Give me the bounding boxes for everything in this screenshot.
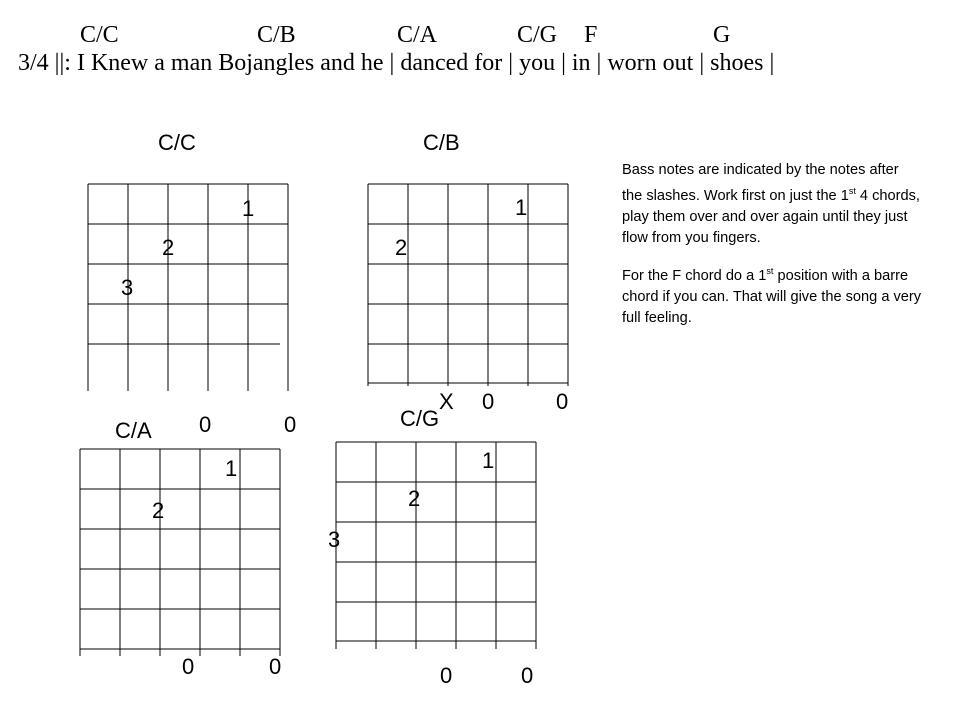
diagram-label-cg: C/G	[400, 406, 440, 431]
finger-number: 1	[242, 196, 255, 221]
finger-number: 1	[225, 456, 238, 481]
chord-name: F	[584, 22, 598, 48]
open-string-marker: 0	[440, 663, 453, 688]
finger-number: 1	[515, 195, 528, 220]
finger-number: 2	[152, 498, 165, 523]
open-string-marker: 0	[556, 389, 569, 414]
instruction-note	[622, 160, 922, 341]
chord-name: C/C	[80, 22, 119, 48]
superscript: st	[766, 265, 774, 276]
muted-string-marker: X	[439, 389, 454, 414]
diagram-label-cc: C/C	[158, 130, 196, 155]
open-string-marker: 0	[521, 663, 534, 688]
note-paragraph	[622, 261, 922, 329]
fretboard-cb	[366, 183, 571, 388]
finger-number: 3	[121, 275, 134, 300]
note-text: For the F chord do a 1	[622, 267, 767, 284]
finger-number: 1	[482, 448, 495, 473]
chord-name: C/G	[517, 22, 558, 48]
open-string-marker: 0	[482, 389, 495, 414]
lyric-line: 3/4 ||: I Knew a man Bojangles and he | danced for | you | in | worn out | shoes |	[18, 50, 775, 76]
diagram-label-cb: C/B	[423, 130, 460, 155]
open-string-marker: 0	[284, 412, 297, 437]
open-string-marker: 0	[182, 654, 195, 679]
finger-number: 2	[395, 235, 408, 260]
fretboard-ca	[78, 448, 283, 658]
diagram-label-ca: C/A	[115, 418, 152, 443]
fretboard-cc	[86, 183, 291, 393]
chord-name: C/B	[257, 22, 296, 48]
finger-number: 2	[162, 235, 175, 260]
open-string-marker: 0	[269, 654, 282, 679]
chord-name: G	[713, 22, 731, 48]
note-text: 4 chords, play them over and over again until they just flow from you fingers.	[622, 187, 920, 246]
open-string-marker: 0	[199, 412, 212, 437]
finger-number: 3	[328, 527, 341, 552]
superscript: st	[848, 186, 856, 196]
note-text: position with a barre chord if you can. That will give the song a very full feeling.	[622, 267, 922, 326]
note-paragraph	[622, 160, 922, 249]
chord-name: C/A	[397, 22, 438, 48]
fretboard-cg	[334, 441, 539, 651]
finger-number: 2	[408, 486, 421, 511]
note-text: Bass notes are indicated by the notes after the slashes. Work first on just the 1	[622, 162, 899, 204]
